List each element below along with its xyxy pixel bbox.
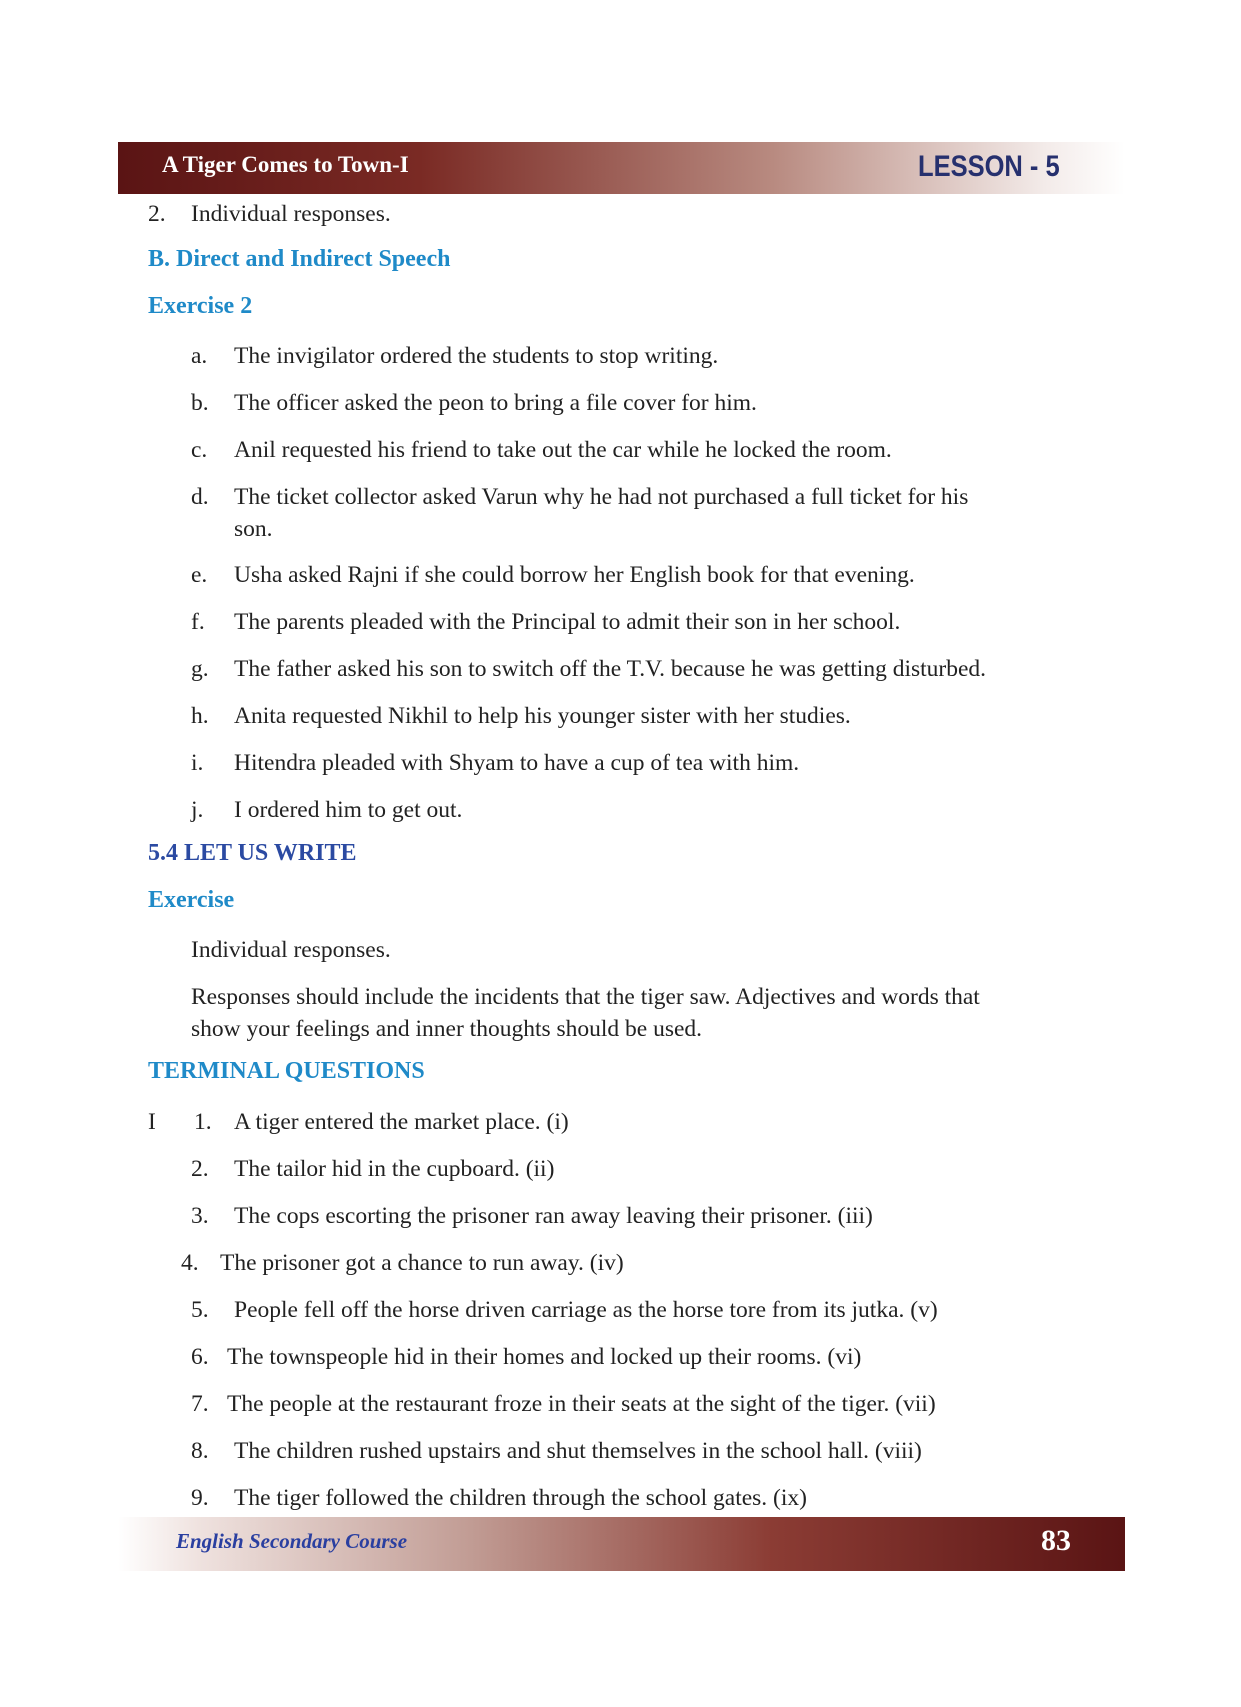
list-item-label: 8. (191, 1438, 209, 1464)
list-item-text: Usha asked Rajni if she could borrow her English book for that evening. (234, 562, 915, 588)
list-item-text: The tiger followed the children through the school gates. (ix) (234, 1485, 807, 1511)
list-item-label: 2. (191, 1156, 209, 1182)
list-item-text: The father asked his son to switch off the T.V. because he was getting disturbed. (234, 656, 987, 682)
list-item-label: 4. (181, 1250, 199, 1276)
list-item-label: 2. (148, 201, 166, 227)
list-item-text: A tiger entered the market place. (i) (234, 1109, 569, 1135)
list-item-label: 3. (191, 1203, 209, 1229)
list-item-text: Hitendra pleaded with Shyam to have a cup of tea with him. (234, 750, 800, 776)
list-item-text: People fell off the horse driven carriage as the horse tore from its jutka. (v) (234, 1297, 938, 1323)
exercise-2-heading: Exercise 2 (148, 293, 253, 319)
list-item-label: h. (191, 703, 209, 729)
section-5-4-heading: 5.4 LET US WRITE (148, 840, 357, 866)
list-item-text: The people at the restaurant froze in their seats at the sight of the tiger. (vii) (227, 1391, 936, 1417)
list-item-text: The townspeople hid in their homes and locked up their rooms. (vi) (227, 1344, 862, 1370)
section-b-heading: B. Direct and Indirect Speech (148, 246, 451, 272)
list-item-label: f. (191, 609, 205, 635)
list-item-label: i. (191, 750, 204, 776)
course-name: English Secondary Course (176, 1529, 408, 1553)
exercise-heading: Exercise (148, 887, 235, 913)
list-item-text: Anita requested Nikhil to help his younger sister with her studies. (234, 703, 851, 729)
paragraph-line: Responses should include the incidents that the tiger saw. Adjectives and words that (191, 984, 980, 1010)
list-item-label: b. (191, 390, 209, 416)
roman-numeral: I (148, 1109, 156, 1135)
paragraph: Individual responses. (191, 937, 391, 963)
list-item-label: a. (191, 343, 208, 369)
lesson-label: LESSON - 5 (918, 150, 1060, 183)
list-item-text: The tailor hid in the cupboard. (ii) (234, 1156, 555, 1182)
list-item-label: 5. (191, 1297, 209, 1323)
list-item-label: g. (191, 656, 209, 682)
list-item-text: The children rushed upstairs and shut themselves in the school hall. (viii) (234, 1438, 922, 1464)
list-item-text: I ordered him to get out. (234, 797, 463, 823)
list-item-label: j. (191, 797, 204, 823)
list-item-text-continued: son. (234, 516, 273, 542)
list-item-text: The officer asked the peon to bring a file cover for him. (234, 390, 757, 416)
paragraph-line: show your feelings and inner thoughts should be used. (191, 1016, 703, 1042)
list-item-label: c. (191, 437, 208, 463)
list-item-text: The prisoner got a chance to run away. (iv) (220, 1250, 624, 1276)
list-item-label: d. (191, 484, 209, 510)
list-item-text: Individual responses. (191, 201, 391, 227)
list-item-label: 1. (194, 1109, 212, 1135)
list-item-text: The parents pleaded with the Principal to admit their son in her school. (234, 609, 901, 635)
page-number: 83 (1041, 1524, 1071, 1557)
list-item-text: Anil requested his friend to take out the car while he locked the room. (234, 437, 892, 463)
list-item-label: 7. (191, 1391, 209, 1417)
terminal-questions-heading: TERMINAL QUESTIONS (148, 1058, 425, 1084)
chapter-title: A Tiger Comes to Town-I (162, 152, 409, 177)
list-item-text: The cops escorting the prisoner ran away leaving their prisoner. (iii) (234, 1203, 873, 1229)
list-item-label: 6. (191, 1344, 209, 1370)
list-item-text: The invigilator ordered the students to stop writing. (234, 343, 719, 369)
list-item-label: e. (191, 562, 208, 588)
list-item-label: 9. (191, 1485, 209, 1511)
list-item-text: The ticket collector asked Varun why he had not purchased a full ticket for his (234, 484, 969, 510)
